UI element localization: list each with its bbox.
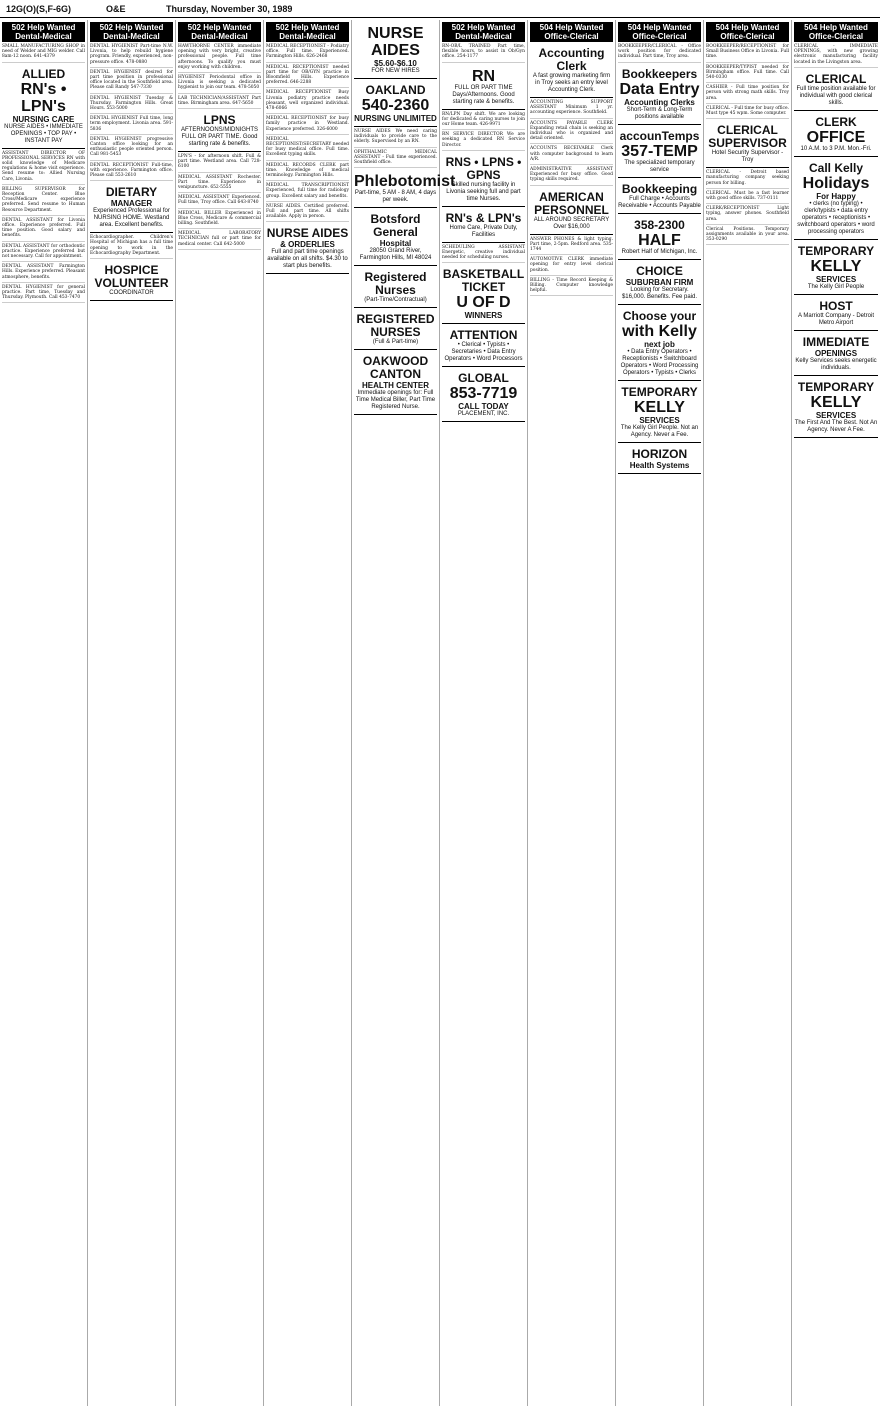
display-ad-line: TEMPORARY xyxy=(621,384,698,399)
display-ad xyxy=(530,188,613,235)
classified-ad: MEDICAL RECEPTIONIST/SECRETARY needed for busy medical office. Full time. Excellent typing skills. xyxy=(266,137,349,161)
display-ad xyxy=(354,352,437,415)
display-ad xyxy=(354,170,456,208)
classified-ad: ACCOUNTS PAYABLE CLERK Expanding retail chain is seeking an individual who is organized and detail oriented. xyxy=(530,121,613,145)
classified-ad: ANSWER PHONES & light typing. Part time, 2-5pm. Redford area. 535-1744 xyxy=(530,237,613,256)
column-4 xyxy=(264,20,352,1406)
display-ad-line: SUBURBAN FIRM xyxy=(625,277,694,287)
display-ad-line: PLACEMENT, INC. xyxy=(457,411,510,418)
classified-ad: RN/LPN Day shift. We are looking for dedicated & caring nurses to join our Home team. 426-9971 xyxy=(442,112,525,131)
display-ad-line: Accounting Clerks xyxy=(624,97,695,107)
classified-ad: CASHIER - Full time position for person with strong math skills. Troy area. xyxy=(706,85,789,104)
display-ad-line: U OF D xyxy=(456,294,511,312)
classified-ad: DENTAL HYGIENIST for general practice. Part time, Tuesday and Thursday. Plymouth. Call 453-7470 xyxy=(2,285,85,304)
display-ad-line: $5.60-$6.10 xyxy=(374,59,417,68)
display-ad-line: OAKWOOD CANTON xyxy=(362,354,429,382)
display-ad-line: Registered Nurses xyxy=(364,270,427,298)
classified-ad: ASSISTANT DIRECTOR OF PROFESSIONAL SERVICES RN with solid knowledge of Medicare regulations & home visit experience. Send resume to: Allied Nursing Care, Livonia. xyxy=(2,151,85,185)
display-ad-line: 853-7719 xyxy=(449,385,518,403)
display-ad-line: The Kelly Girl People. Not an Agency. Never a Fee. xyxy=(620,424,699,438)
display-ad-line: (Full & Part-time) xyxy=(372,339,419,346)
classified-ad: ACCOUNTING SUPPORT ASSISTANT Minimum 1 yr. accounting experience. Southfield. xyxy=(530,100,613,119)
classified-ad: BOOKKEEPER/TYPIST needed for Birmingham office. Full time. Call 540-0330 xyxy=(706,65,789,84)
display-ad xyxy=(706,121,789,168)
display-ad-line: • Clerical • Typists • Secretaries • Data Entry Operators • Word Processors xyxy=(444,342,523,363)
display-ad-line: TEMPORARY xyxy=(797,379,875,394)
display-ad xyxy=(354,268,437,308)
display-ad xyxy=(90,261,173,301)
display-ad-line: Botsford General xyxy=(370,212,421,240)
display-ad-line: 540-2360 xyxy=(361,97,430,114)
display-ad-line: Full time position available for individual with good clerical skills. xyxy=(796,85,876,106)
classified-ad: Clerical Positions. Temporary assignments available in your area. 353-0290 xyxy=(706,227,789,246)
display-ad-line: ATTENTION xyxy=(449,328,518,343)
display-ad-line: 357-TEMP xyxy=(621,142,698,160)
column-3 xyxy=(176,20,264,1406)
display-ad-line: & ORDERLIES xyxy=(280,240,335,250)
display-ad-line: Hotel Security Supervisor - Troy xyxy=(711,150,784,164)
classified-ad: RN-OB/L TRAINED Part time, flexible hours, to assist in Ob/Gyn office. 254-1177 xyxy=(442,44,525,63)
display-ad-line: HOSPICE VOLUNTEER xyxy=(94,263,169,291)
classified-ad: BILLING SUPERVISOR for Reception Center. Blue Cross/Medicare experience preferred. Send resume to Human Resource Department. xyxy=(2,187,85,216)
classified-ad: HYGIENIST Periodontal office in Livonia is seeking a dedicated hygienist to join our team. 478-5050 xyxy=(178,75,261,94)
page-header xyxy=(0,0,880,18)
display-ad xyxy=(794,378,878,438)
column-8 xyxy=(616,20,704,1406)
section-heading: 504 Help Wanted Office-Clerical xyxy=(618,22,701,42)
display-ad-line: Experienced Professional for NURSING HOME. Westland area. Excellent benefits. xyxy=(93,208,170,229)
section-heading: 504 Help Wanted Office-Clerical xyxy=(706,22,789,42)
section-heading: 502 Help Wanted Dental-Medical xyxy=(442,22,525,42)
display-ad xyxy=(618,127,701,178)
display-ad xyxy=(442,326,525,367)
display-ad-line: HALF xyxy=(638,231,681,249)
display-ad-line: Phlebotomist xyxy=(354,173,456,191)
column-10 xyxy=(792,20,880,1406)
classified-ad: SCHEDULING ASSISTANT Energetic, creative individual needed for scheduling nurses. xyxy=(442,245,525,264)
classified-ad: CLERICAL - Detroit based manufacturing company seeking person for billing. xyxy=(706,170,789,189)
classified-ad: NURSE AIDES. Certified preferred. Full and part time. All shifts available. Apply in person. xyxy=(266,204,349,223)
classified-ad: MEDICAL RECEPTIONIST needed part time for OB/GYN practice in Bloomfield Hills. Experience preferred. 646-2288 xyxy=(266,65,349,89)
classified-ad: NURSE AIDES We need caring individuals to provide care to the elderly. Supervised by an RN. xyxy=(354,129,437,148)
display-ad-line: Bookkeepers xyxy=(621,66,698,81)
display-ad xyxy=(442,153,525,207)
display-ad-line: A Marriott Company - Detroit Metro Airport xyxy=(797,312,875,326)
display-ad xyxy=(794,159,878,240)
display-ad-line: Data Entry xyxy=(619,80,700,98)
classified-ad: CLERICAL - Full time for busy office. Must type 45 wpm. Some computer. xyxy=(706,106,789,119)
classified-ad: DENTAL ASSISTANT for orthodontic practice. Experience preferred but not necessary. Call for appointment. xyxy=(2,244,85,263)
display-ad-line: The specialized temporary service xyxy=(624,159,695,173)
display-ad-line: KELLY xyxy=(810,257,862,275)
display-ad xyxy=(794,242,878,295)
display-ad-line: For Happy xyxy=(816,191,856,201)
dateline: Thursday, November 30, 1989 xyxy=(166,3,293,14)
section-heading: 502 Help Wanted Dental-Medical xyxy=(266,22,349,42)
display-ad xyxy=(794,70,878,111)
display-ad-line: DIETARY xyxy=(105,185,158,200)
display-ad xyxy=(354,210,437,266)
display-ad xyxy=(618,445,701,474)
display-ad-line: HEALTH CENTER xyxy=(362,381,429,391)
display-ad-line: • Data Entry Operators • Receptionists • Switchboard Operators • Word Processing Operators • Typists • Clerks xyxy=(620,348,699,376)
display-ad-line: AMERICAN PERSONNEL xyxy=(534,189,609,217)
classified-ad: ADMINISTRATIVE ASSISTANT Experienced for busy office. Good typing skills required. xyxy=(530,167,613,186)
display-ad xyxy=(794,333,878,376)
display-ad-line: 28050 Grand River, Farmington Hills, MI 48024 xyxy=(359,248,432,262)
display-ad-line: NURSE AIDES • IMMEDIATE OPENINGS • TOP PAY • INSTANT PAY xyxy=(4,123,83,144)
display-ad-line: with Kelly xyxy=(622,322,697,340)
display-ad-line: TEMPORARY xyxy=(797,243,875,258)
classified-ad: MEDICAL RECEPTIONIST for busy family practice in Westland. Experience preferred. 326-6000 xyxy=(266,116,349,135)
display-ad-line: NURSE AIDES xyxy=(367,25,424,59)
display-ad-line: BASKETBALL TICKET xyxy=(442,267,525,295)
display-ad-line: CLERICAL xyxy=(805,71,867,86)
display-ad-line: ALLIED xyxy=(21,66,66,81)
display-ad xyxy=(618,307,701,381)
classified-ad: MEDICAL ASSISTANT Rochester. Part time. Experience in venipuncture. 652-5555 xyxy=(178,175,261,194)
display-ad-line: • clerks (no typing) • clerk/typists • data entry operators • receptionists • switchboard operators • word processing operators xyxy=(797,200,875,235)
classified-ad: SMALL MANUFACTURING SHOP in need of Welder and MIG welder. Call 8am-12 noon. 641-4379 xyxy=(2,44,85,63)
display-ad-line: accounTemps xyxy=(619,128,700,143)
display-ad-line: REGISTERED NURSES xyxy=(356,312,435,340)
classified-ad: DENTAL HYGIENIST Full time, long term employment. Livonia area. 591-5836 xyxy=(90,116,173,135)
display-ad-line: Short-Term & Long-Term positions available xyxy=(626,106,693,120)
display-ad-line: Full and part time openings available on all shifts. $4.30 to start plus benefits. xyxy=(267,249,348,270)
classified-ad: LPN'S - for afternoon shift. Full & part time. Westland area. Call 728-6100 xyxy=(178,154,261,173)
display-ad xyxy=(442,65,525,110)
classified-ad: DENTAL HYGIENIST Tuesday & Thursday. Farmington Hills. Great Hours. 553-5000 xyxy=(90,96,173,115)
classified-columns xyxy=(0,20,880,1406)
display-ad-line: Looking for Secretary. $16,000. Benefits. Fee paid. xyxy=(621,286,698,300)
classified-ad: DENTAL ASSISTANT for Livonia office. Experience preferred. Full time position. Good salary and benefits. xyxy=(2,218,85,242)
display-ad-line: NURSING CARE xyxy=(12,114,75,124)
classified-ad: MEDICAL BILLER Experienced in Blue Cross, Medicare & commercial billing. Southfield. xyxy=(178,211,261,230)
display-ad-line: Kelly Services seeks energetic individuals. xyxy=(795,357,877,371)
classified-ad: MEDICAL LABORATORY TECHNICIAN full or part time for medical center. Call 642-5000 xyxy=(178,231,261,250)
column-2 xyxy=(88,20,176,1406)
display-ad-line: Bookkeeping xyxy=(621,181,698,196)
display-ad xyxy=(618,383,701,443)
display-ad-line: 10 A.M. to 3 P.M. Mon.-Fri. xyxy=(800,145,872,152)
display-ad-line: (Part-Time/Contractual) xyxy=(364,297,427,304)
display-ad-line: Hospital xyxy=(379,239,412,249)
page-id: 12G(O)(S,F-6G) xyxy=(6,3,72,14)
classified-ad: BOOKKEEPER/CLERICAL - Office work position for dedicated individual. Part time, Troy area. xyxy=(618,44,701,63)
display-ad-line: KELLY xyxy=(810,393,862,411)
classified-ad: CLERICAL - IMMEDIATE OPENINGS, with new growing electronic manufacturing facility located in the Livingston area. xyxy=(794,44,878,68)
display-ad-line: RNS • LPNS • GPNS xyxy=(445,154,522,182)
display-ad xyxy=(530,44,613,98)
display-ad-line: A fast growing marketing firm in Troy seeks an entry level Accounting Clerk. xyxy=(532,73,611,93)
classified-ad: RN SERVICE DIRECTOR We are seeking a dedicated RN Service Director. xyxy=(442,132,525,151)
display-ad-line: Part-time, 5 AM - 8 AM, 4 days per week. xyxy=(354,190,437,204)
classified-ad: MEDICAL ASSISTANT Experienced. Full time, Troy office. Call 643-8740 xyxy=(178,195,261,208)
display-ad-line: Holidays xyxy=(802,174,870,192)
display-ad-line: Choose your xyxy=(622,308,697,323)
display-ad-line: LPNS xyxy=(203,113,236,128)
display-ad-line: Health Systems xyxy=(629,460,690,470)
classified-ad: DENTAL RECEPTIONIST Full-time, with experience. Farmington office. Please call 553-2610 xyxy=(90,163,173,182)
display-ad-line: CHOICE xyxy=(636,263,683,278)
display-ad-line: ALL AROUND SECRETARY Over $16,000 xyxy=(533,216,610,230)
display-ad-line: SERVICES xyxy=(639,415,680,425)
section-heading: 502 Help Wanted Dental-Medical xyxy=(178,22,261,42)
display-ad-line: COORDINATOR xyxy=(109,290,154,297)
display-ad-line: NURSING UNLIMITED xyxy=(354,114,437,123)
display-ad-line: RN's & LPN's xyxy=(445,210,522,225)
paper-name: O&E xyxy=(106,3,126,14)
classified-ad: LAB TECHNICIAN/ASSISTANT Part time. Birmingham area. 647-5650 xyxy=(178,96,261,109)
display-ad xyxy=(794,297,878,331)
display-ad-line: RN's • LPN's xyxy=(20,80,67,115)
classified-ad: Echocardiographer. Children's Hospital of Michigan has a full time opening to work in the Echocardiography Department. xyxy=(90,235,173,259)
section-heading: 504 Help Wanted Office-Clerical xyxy=(530,22,613,42)
classified-ad: DENTAL HYGIENIST Part-time N.W. Livonia, to help rebuild hygiene program. Friendly, experienced, non-pressure office. 478-0880 xyxy=(90,44,173,68)
column-1 xyxy=(0,20,88,1406)
classified-ad: DENTAL HYGIENIST desired for part time position in professional office located in the Southfield area. Please call Randy 547-7330 xyxy=(90,70,173,94)
display-ad-line: FULL OR PART TIME Days/Afternoons. Good starting rate & benefits. xyxy=(452,84,515,105)
display-ad xyxy=(618,216,701,260)
display-ad xyxy=(266,224,349,274)
display-ad-line: CLERK xyxy=(815,114,857,129)
classified-ad: MEDICAL TRANSCRIPTIONIST Experienced, full time for radiology group. Excellent salary and benefits. xyxy=(266,183,349,202)
display-ad-line: Skilled nursing facility in Livonia seeking full and part time Nurses. xyxy=(446,181,521,202)
display-ad-line: The First And The Best. Not An Agency. Never A Fee. xyxy=(794,419,878,433)
display-ad xyxy=(90,183,173,233)
display-ad xyxy=(354,22,437,79)
display-ad xyxy=(442,209,525,243)
display-ad xyxy=(442,369,525,422)
display-ad xyxy=(618,65,701,125)
display-ad-line: GLOBAL xyxy=(458,371,509,386)
classified-ad: MEDICAL RECEPTIONIST Busy Livonia podiatry practice needs pleasant, well organized individual. 478-6066 xyxy=(266,90,349,114)
display-ad xyxy=(354,310,437,350)
display-ad xyxy=(354,81,437,127)
display-ad-line: OFFICE xyxy=(806,128,866,146)
classified-ad: DENTAL ASSISTANT Farmington Hills. Experience preferred. Pleasant atmosphere, benefits. xyxy=(2,264,85,283)
section-heading: 502 Help Wanted Dental-Medical xyxy=(2,22,85,42)
display-ad xyxy=(794,113,878,157)
classified-ad: MEDICAL RECEPTIONIST - Podiatry office. Full time. Experienced. Farmington Hills. 626-2468 xyxy=(266,44,349,63)
display-ad-line: The Kelly Girl People xyxy=(807,283,865,290)
display-ad-line: WINNERS xyxy=(464,311,503,321)
display-ad xyxy=(178,111,261,152)
display-ad-line: Call Kelly xyxy=(808,160,864,175)
display-ad-line: next job xyxy=(644,339,675,349)
display-ad-line: SERVICES xyxy=(815,274,857,284)
display-ad-line: Home Care, Private Duty, Facilities xyxy=(449,224,518,238)
section-heading: 504 Help Wanted Office-Clerical xyxy=(794,22,878,42)
display-ad-line: OPENINGS xyxy=(814,348,858,358)
classified-ad: HAWTHORNE CENTER immediate opening with very bright, creative professional people. Full time afternoons. To qualify you must enjoy working with children. xyxy=(178,44,261,73)
display-ad-line: SERVICES xyxy=(815,410,857,420)
classified-ad: AUTOMOTIVE CLERK immediate opening for entry level clerical position. xyxy=(530,257,613,276)
classified-ad: OPHTHALMIC MEDICAL ASSISTANT - Full time experienced. Southfield office. xyxy=(354,150,437,169)
display-ad-line: CALL TODAY xyxy=(458,402,509,412)
display-ad-line: KELLY xyxy=(634,398,685,416)
column-7 xyxy=(528,20,616,1406)
display-ad xyxy=(442,265,525,324)
classified-ad: BOOKKEEPER/RECEPTIONIST for Small Business Office in Livonia. Full time. xyxy=(706,44,789,63)
display-ad-line: 358-2300 xyxy=(634,217,685,232)
display-ad-line: RN xyxy=(471,67,496,85)
column-6 xyxy=(440,20,528,1406)
display-ad-line: FOR NEW HIRES xyxy=(371,68,420,74)
display-ad-line: HOST xyxy=(819,298,853,313)
classified-ad: CLERICAL. Must be a fast learner with good office skills. 737-0111 xyxy=(706,191,789,204)
display-ad-line: Accounting Clerk xyxy=(538,46,605,73)
display-ad-line: AFTERNOONS/MIDNIGHTS FULL OR PART TIME. Good starting rate & benefits. xyxy=(180,127,258,148)
classified-ad: CLERK/RECEPTIONIST Light typing, answer phones. Southfield area. xyxy=(706,206,789,225)
display-ad xyxy=(2,65,85,149)
display-ad-line: NURSE AIDES xyxy=(266,226,349,241)
classified-ad: ACCOUNTS RECEIVABLE Clerk with computer background to learn A/R. xyxy=(530,146,613,165)
display-ad-line: Robert Half of Michigan, Inc. xyxy=(621,248,698,255)
classified-ad: MEDICAL RECORDS CLERK part time. Knowledge of medical terminology. Farmington Hills. xyxy=(266,163,349,182)
column-9 xyxy=(704,20,792,1406)
display-ad-line: IMMEDIATE xyxy=(802,334,870,349)
display-ad xyxy=(618,262,701,305)
display-ad-line: Immediate openings for: Full Time Medical Biller, Part Time Registered Nurse. xyxy=(355,390,436,411)
display-ad xyxy=(618,180,701,214)
classified-ad: BILLING - Time Record Keeping & Billing. Computer knowledge helpful. xyxy=(530,278,613,297)
display-ad-line: HORIZON xyxy=(631,446,688,461)
display-ad-line: OAKLAND xyxy=(365,83,426,97)
display-ad-line: CLERICAL SUPERVISOR xyxy=(708,123,787,151)
classified-ad: DENTAL HYGIENIST progressive Canton office looking for an enthusiastic people oriented person. Call 981-5453 xyxy=(90,137,173,161)
display-ad-line: MANAGER xyxy=(110,199,153,209)
section-heading: 502 Help Wanted Dental-Medical xyxy=(90,22,173,42)
display-ad-line: Full Charge • Accounts Receivable • Accounts Payable xyxy=(618,195,701,209)
column-5 xyxy=(352,20,456,1406)
